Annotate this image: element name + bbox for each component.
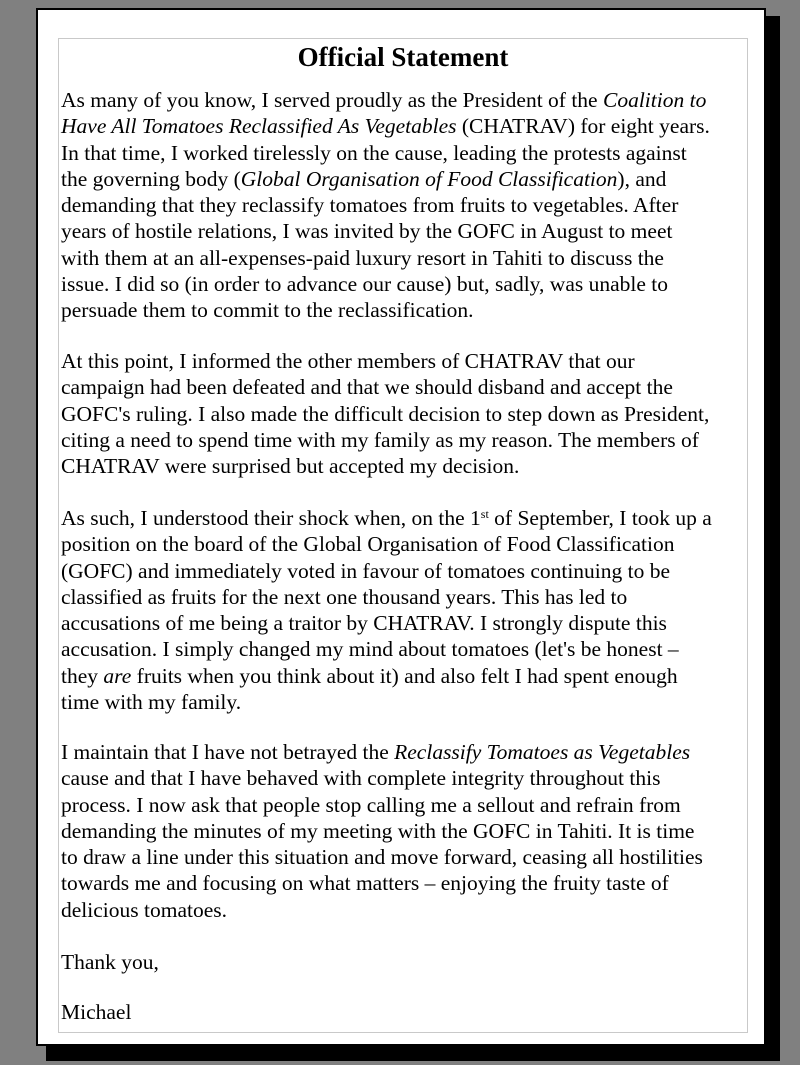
text-line bbox=[61, 765, 751, 791]
text-run: accusation. I simply changed my mind about tomatoes (let's be honest – bbox=[61, 637, 679, 662]
text-line bbox=[61, 271, 751, 297]
text-line bbox=[61, 689, 751, 715]
text-line bbox=[61, 192, 751, 218]
text-line bbox=[61, 897, 751, 923]
text-run: persuade them to commit to the reclassification. bbox=[61, 298, 474, 323]
text-run: GOFC's ruling. I also made the difficult decision to step down as President, bbox=[61, 401, 710, 426]
text-run: of September, I took up a bbox=[488, 506, 712, 530]
paragraph-gofc-position bbox=[61, 505, 751, 715]
text-run: the governing body ( bbox=[61, 166, 241, 191]
text-line bbox=[61, 792, 751, 818]
document-title: Official Statement bbox=[297, 42, 509, 72]
text-run: accusations of me being a traitor by CHATRAV. I strongly dispute this bbox=[61, 611, 667, 636]
text-run: years of hostile relations, I was invited by the GOFC in August to meet bbox=[61, 219, 673, 244]
italic-run: Global Organisation of Food Classification bbox=[240, 166, 618, 191]
text-run: position on the board of the Global Organisation of Food Classification bbox=[61, 532, 675, 557]
text-run: demanding the minutes of my meeting with the GOFC in Tahiti. It is time bbox=[61, 818, 695, 843]
italic-run: are bbox=[103, 663, 132, 688]
text-run: Michael bbox=[61, 1000, 132, 1024]
text-line bbox=[61, 401, 751, 427]
text-run: with them at an all-expenses-paid luxury resort in Tahiti to discuss the bbox=[61, 245, 664, 270]
paragraph-integrity bbox=[61, 739, 751, 923]
text-line bbox=[61, 113, 751, 139]
text-line bbox=[61, 999, 751, 1025]
paragraph-resignation bbox=[61, 348, 751, 479]
text-run: In that time, I worked tirelessly on the cause, leading the protests against bbox=[61, 140, 687, 165]
paragraph-intro bbox=[61, 87, 751, 324]
text-run: process. I now ask that people stop calling me a sellout and refrain from bbox=[61, 792, 681, 817]
text-run: they bbox=[61, 663, 104, 688]
text-run: fruits when you think about it) and also felt I had spent enough bbox=[131, 663, 678, 688]
text-run: At this point, I informed the other members of CHATRAV that our bbox=[61, 349, 635, 373]
text-line bbox=[61, 663, 751, 689]
text-run: cause and that I have behaved with complete integrity throughout this bbox=[61, 766, 661, 791]
text-run: campaign had been defeated and that we should disband and accept the bbox=[61, 375, 673, 400]
text-run: time with my family. bbox=[61, 690, 242, 715]
italic-run: Coalition to bbox=[602, 88, 707, 112]
text-line bbox=[61, 558, 751, 584]
text-line bbox=[61, 140, 751, 166]
text-run: issue. I did so (in order to advance our cause) but, sadly, was unable to bbox=[61, 272, 669, 297]
text-run: delicious tomatoes. bbox=[61, 897, 227, 922]
text-line bbox=[61, 297, 751, 323]
text-line bbox=[61, 374, 751, 400]
text-line bbox=[61, 427, 751, 453]
text-line bbox=[61, 166, 751, 192]
text-run: towards me and focusing on what matters – enjoying the fruity taste of bbox=[61, 871, 669, 896]
text-line bbox=[61, 348, 751, 374]
text-run: to draw a line under this situation and move forward, ceasing all hostilities bbox=[61, 845, 703, 870]
text-run: (CHATRAV) for eight years. bbox=[456, 114, 710, 139]
text-run: As such, I understood their shock when, on the 1 bbox=[61, 506, 481, 530]
signature-name bbox=[61, 999, 751, 1025]
text-line bbox=[61, 818, 751, 844]
text-run: I maintain that I have not betrayed the bbox=[61, 740, 395, 764]
text-line bbox=[61, 531, 751, 557]
document-page bbox=[36, 8, 766, 1046]
text-line bbox=[61, 844, 751, 870]
text-run: ), and bbox=[617, 166, 667, 191]
italic-run: Reclassify Tomatoes as Vegetables bbox=[394, 740, 691, 764]
text-line bbox=[61, 453, 751, 479]
text-run: Thank you, bbox=[61, 950, 159, 974]
text-line bbox=[61, 218, 751, 244]
italic-run: Have All Tomatoes Reclassified As Vegetables bbox=[61, 114, 457, 139]
text-line bbox=[61, 584, 751, 610]
ordinal-suffix: st bbox=[480, 507, 489, 521]
text-line bbox=[61, 636, 751, 662]
text-run: demanding that they reclassify tomatoes from fruits to vegetables. After bbox=[61, 193, 679, 218]
closing-thanks bbox=[61, 949, 751, 975]
text-line bbox=[61, 739, 751, 765]
document-body bbox=[58, 38, 748, 1033]
text-run: CHATRAV were surprised but accepted my decision. bbox=[61, 454, 520, 479]
text-line bbox=[61, 610, 751, 636]
text-run: (GOFC) and immediately voted in favour of tomatoes continuing to be bbox=[61, 558, 671, 583]
text-run: As many of you know, I served proudly as the President of the bbox=[61, 88, 603, 112]
text-run: citing a need to spend time with my family as my reason. The members of bbox=[61, 427, 699, 452]
text-line bbox=[61, 87, 751, 113]
text-line bbox=[61, 949, 751, 975]
text-run: classified as fruits for the next one thousand years. This has led to bbox=[61, 584, 628, 609]
text-line bbox=[61, 245, 751, 271]
text-line bbox=[61, 870, 751, 896]
text-line bbox=[61, 505, 751, 531]
